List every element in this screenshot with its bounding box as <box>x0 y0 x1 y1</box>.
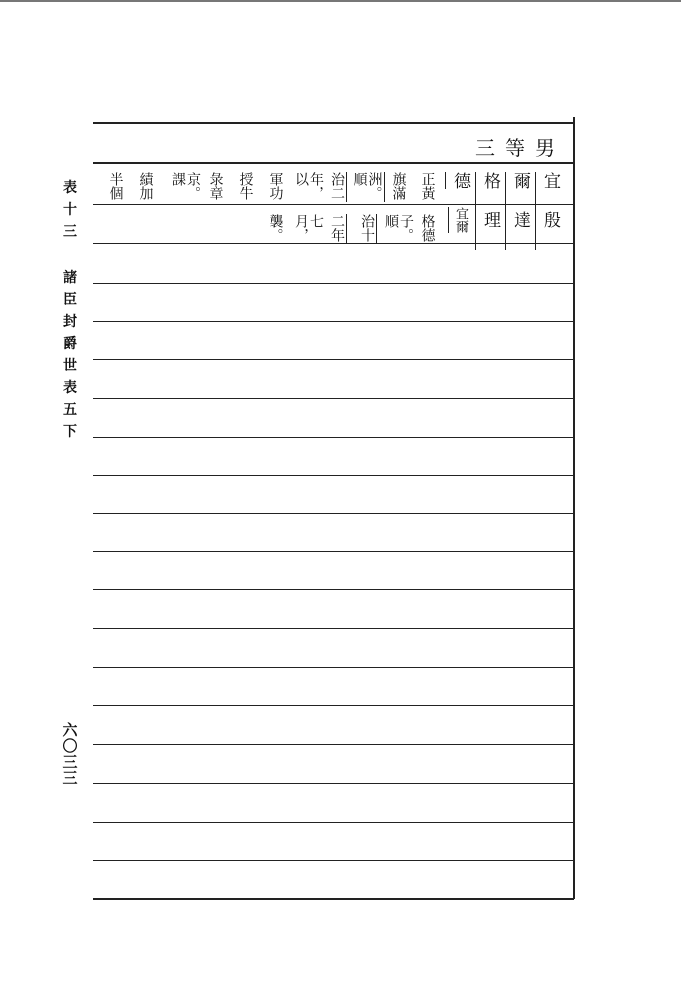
margin-char: 世 <box>63 358 77 374</box>
table-right-border <box>573 117 575 899</box>
narrative-text-top: 正黃 <box>419 172 436 200</box>
page-number <box>60 722 80 786</box>
table-rule <box>93 475 574 476</box>
narrative-text-top: 彔章 <box>207 172 224 200</box>
narrative-column <box>325 172 351 244</box>
table-rule <box>93 705 574 706</box>
page-top-border <box>0 0 681 2</box>
margin-char: 諸 <box>63 270 77 286</box>
table-rule <box>93 589 574 590</box>
narrative-column <box>383 172 414 244</box>
margin-char: 爵 <box>63 336 77 352</box>
margin-char: 下 <box>63 424 77 440</box>
margin-char: 封 <box>63 314 77 330</box>
name-text <box>506 172 530 250</box>
narrative-text-top: 績加 <box>137 172 154 200</box>
table-rule <box>93 822 574 823</box>
margin-char: 五 <box>63 402 77 418</box>
page-number-char: 三 <box>62 769 78 787</box>
margin-char: 三 <box>63 224 77 240</box>
page-number-char: 三 <box>62 753 78 771</box>
narrative-text-bottom: 七月， <box>293 214 324 242</box>
narrative-text-top: 授牛 <box>237 172 254 200</box>
narrative-column <box>132 172 158 244</box>
margin-char: 十 <box>63 202 77 218</box>
name-column-4 <box>445 172 471 233</box>
name-chars: 爾達 <box>510 172 530 250</box>
narrative-column <box>293 172 324 244</box>
narrative-text-top: 治二 <box>329 172 345 200</box>
narrative-text-bottom: 襲。 <box>267 214 284 242</box>
narrative-text-top: 軍功 <box>267 172 284 200</box>
narrative-text-top: 年，以 <box>293 172 324 200</box>
table-rule <box>93 783 574 784</box>
narrative-text-top: 洲。順 <box>351 172 383 200</box>
table-rule <box>93 667 574 668</box>
table-rule <box>93 122 574 124</box>
narrative-text-bottom: 格德 <box>419 214 436 242</box>
table-rule <box>93 359 574 360</box>
table-heading: 三等男 <box>475 136 565 160</box>
name-sub-text <box>449 207 467 233</box>
name-chars: 格理 <box>480 172 500 250</box>
narrative-text-bottom: 子。順 <box>383 214 414 242</box>
name-column-2 <box>505 172 531 250</box>
table-rule <box>93 898 574 900</box>
table-rule <box>93 321 574 322</box>
narrative-column <box>102 172 128 244</box>
name-chars: 宜殷 <box>540 172 560 250</box>
table-rule <box>93 551 574 552</box>
narrative-column <box>414 172 440 244</box>
margin-title <box>60 180 80 440</box>
name-column-1 <box>535 172 561 250</box>
margin-char: 臣 <box>63 292 77 308</box>
name-text <box>536 172 560 250</box>
page-number-char: 六 <box>62 721 78 739</box>
name-chars: 德 <box>450 172 470 189</box>
table-rule <box>93 628 574 629</box>
table-rule <box>93 513 574 514</box>
narrative-column <box>170 172 201 244</box>
name-text <box>446 172 470 189</box>
narrative-text-bottom: 二年 <box>329 214 345 242</box>
table-rule <box>93 860 574 861</box>
name-column-3 <box>475 172 501 250</box>
table-rule <box>93 398 574 399</box>
narrative-text-bottom: 治十 <box>359 214 375 242</box>
margin-char: 表 <box>63 380 77 396</box>
table-rule <box>93 744 574 745</box>
narrative-column <box>232 172 258 244</box>
narrative-column <box>262 172 288 244</box>
table-rule <box>93 283 574 284</box>
narrative-text-top: 旗滿 <box>390 172 407 200</box>
page-number-char: 〇 <box>62 737 78 755</box>
narrative-column <box>202 172 228 244</box>
table-rule <box>93 162 574 164</box>
margin-char: 表 <box>63 180 77 196</box>
name-sub-chars: 宜爾 <box>453 207 468 233</box>
narrative-column <box>351 172 383 244</box>
table-rule <box>93 437 574 438</box>
name-text <box>476 172 500 250</box>
narrative-text-top: 京。課 <box>170 172 201 200</box>
narrative-text-top: 半個 <box>107 172 124 200</box>
